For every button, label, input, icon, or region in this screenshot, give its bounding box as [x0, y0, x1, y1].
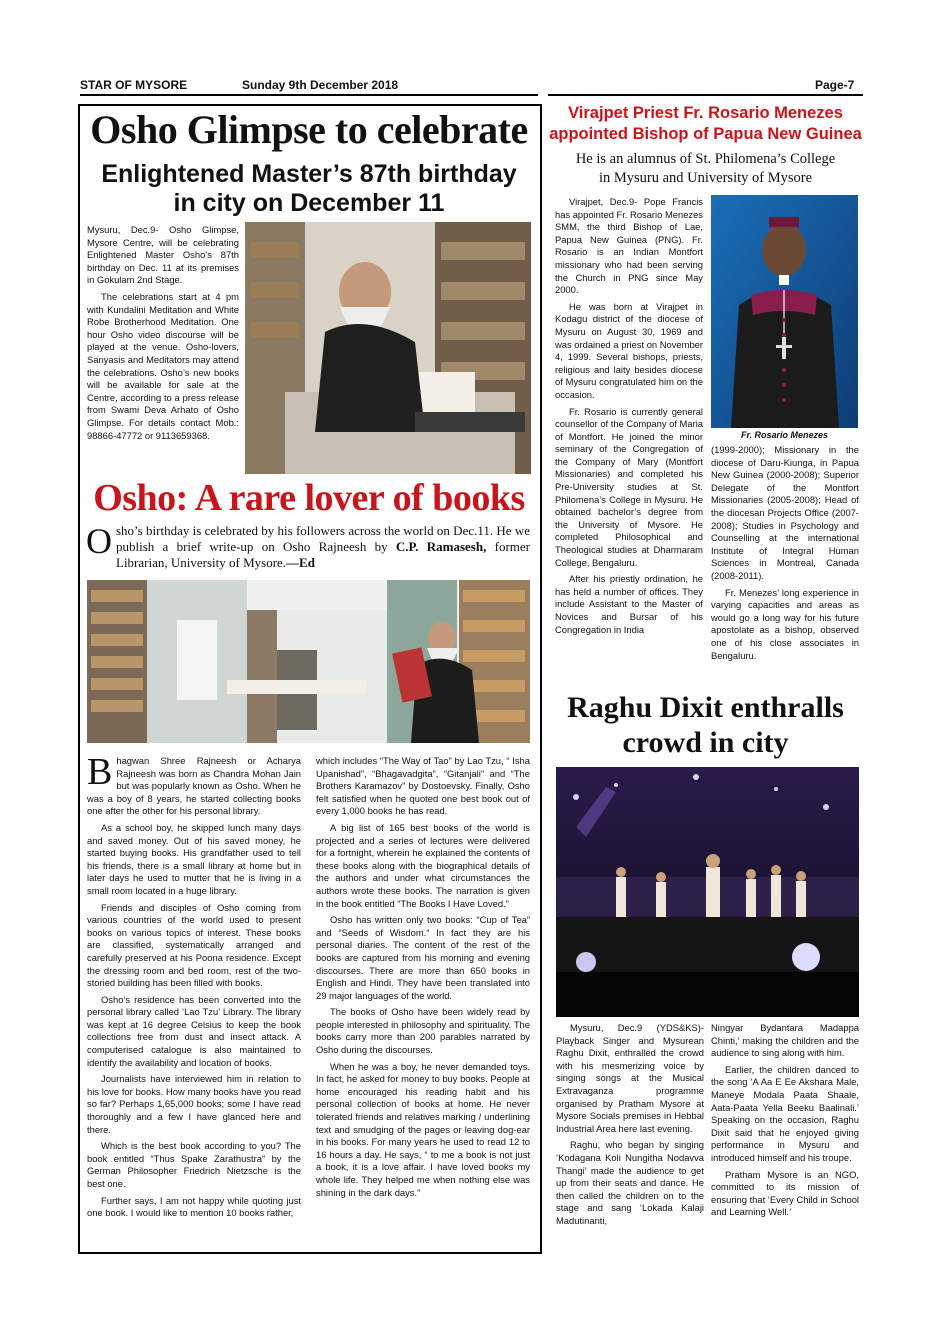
osho-books-intro [86, 523, 530, 571]
raghu-column-2 [711, 1022, 859, 1223]
osho-books-column-1 [87, 751, 301, 1224]
paragraph: Pratham Mysore is an NGO, committed to its mission of ensuring that ‘Every Child in School and Learning Well.’ [711, 1168, 859, 1218]
bishop-photo-caption: Fr. Rosario Menezes [740, 430, 829, 440]
concert-illustration [556, 767, 859, 1017]
masthead-rule [80, 94, 538, 96]
paragraph: The books of Osho have been widely read by people interested in philosophy and spirituality. The books carry more than 200 parables narrated by Osho during the discourses. [316, 1006, 530, 1056]
paragraph: Fr. Menezes’ long experience in varying capacities and areas as would go a long way for his future apostolate as a bishop, observed one of his close associates in Bengaluru. [711, 586, 859, 661]
paragraph: Mysuru, Dec.9- Osho Glimpse, Mysore Centre, will be celebrating Enlightened Master Osho’s 87th birthday on Dec. 11 at its premises in Gokulam 2nd Stage. [87, 224, 239, 286]
raghu-headline [548, 690, 863, 760]
paragraph: Virajpet, Dec.9- Pope Francis has appointed Fr. Rosario Menezes SMM, the third Bishop of Lae, Papua New Guinea (PNG). Fr. Rosario is an Indian Montfort missionary who had been serving the Church in PNG since May 2000. [555, 196, 703, 296]
paragraph: Raghu, who began by singing ‘Kodagana Koli Nungitha Nodavva Thangi’ made the audience to get up from their seats and dance. He then called the children on to the stage and sang ‘Lokada Kalaji Madutinanti, [556, 1139, 704, 1226]
paragraph: Fr. Rosario is currently general counsellor of the Company of Maria of Montfort. He joined the minor seminary of the Congregation of the Company of Mary (Montfort Missionaries) and completed his Pre-University studies at St. Philomena’s College in Mysuru. He obtained bachelor’s degree from the University of Mysore. He completed Philosophical and Theological studies at Dharmaram College, Bengaluru. [555, 405, 703, 568]
library-photo [87, 580, 530, 743]
bishop-column-1 [555, 196, 703, 640]
paragraph: Journalists have interviewed him in relation to his love for books. How many books have you read so far? Perhaps 1,65,000 books; some I have read thoroughly and a few I have glanced here and there. [87, 1073, 301, 1135]
osho-books-column-2 [316, 755, 530, 1203]
paragraph: A big list of 165 best books of the world is projected and a series of lectures were delivered for a fortnight, wherein he explained the contents of these books along with the biographical details of the authors and under what circumstances the authors wrote these books. The narration is given in the book entitled “The Books I Have Loved.” [316, 821, 530, 909]
intro-editor-mark: —Ed [286, 555, 315, 570]
paragraph: Friends and disciples of Osho coming from various countries of the world used to present books on various topics of interest. These books are classified, systematically arranged and carefully preserved at his Poona residence. Except the dressing room and bed room, rest of the two-storied building has been filled with books. [87, 901, 301, 989]
paragraph: Ningyar Bydantara Madappa Chinti,’ making the children and the audience to sing along with him. [711, 1022, 859, 1059]
osho-glimpse-headline: Osho Glimpse to celebrate [90, 107, 528, 152]
bishop-column-2 [711, 444, 859, 666]
paper-name: STAR OF MYSORE [80, 78, 188, 92]
intro-tail: former Librarian, University of Mysore. [116, 539, 530, 570]
paragraph: Osho’s residence has been converted into the personal library called ‘Lao Tzu’ Library. The library was kept at 16 degree Celsius to keep the book collections free from dust and insect attack. A computerised catalogue is also maintained to identify the availability and location of books. [87, 993, 301, 1068]
paragraph: As a school boy, he skipped lunch many days and saved money. Out of his saved money, he started buying books. His grandfather used to tell his friends, there is a small library at home but in later days he used to mutter that he is living in a small room located in a huge library. [87, 821, 301, 896]
osho-reading-illustration [245, 222, 531, 474]
bishop-deck [548, 150, 863, 188]
intro-author: C.P. Ramasesh, [395, 539, 487, 554]
paragraph: He was born at Virajpet in Kodagu district of the diocese of Mysuru on August 30, 1969 and was ordained a priest on November 4, 1999. Several bishops, priests, religious and laity besides diocese of Mysuru congratulated him on the occasion. [555, 300, 703, 400]
paragraph: Mysuru, Dec.9 (YDS&KS)- Playback Singer and Mysurean Raghu Dixit, enthralled the crowd with his mesmerizing voice by singing songs at the Musical Extravaganza programme organised by Pratham Mysore at Mysore Socials premises in Hebbal Industrial Area here last evening. [556, 1022, 704, 1134]
concert-photo [556, 767, 859, 1017]
paragraph: Further says, I am not happy while quoting just one book. I would like to mention 10 books rather, [87, 1194, 301, 1219]
masthead-rule-right [548, 94, 863, 96]
paragraph: After his priestly ordination, he has held a number of offices. They include Assistant to the Master of Novices and Bursar of his Congregation in India [555, 573, 703, 635]
bishop-portrait-photo [711, 195, 858, 428]
osho-books-headline: Osho: A rare lover of books [93, 477, 525, 519]
bishop-headline-line-1: Virajpet Priest Fr. Rosario Menezes [568, 104, 843, 122]
osho-glimpse-subhead [84, 160, 534, 218]
intro-drop-cap: O [86, 521, 112, 561]
paragraph: Which is the best book according to you? The book entitled “Thus Spake Zarathustra” by the German Philosopher Friedrich Nietzsche is the best one. [87, 1140, 301, 1189]
bishop-headline-line-2: appointed Bishop of Papua New Guinea [549, 125, 862, 143]
paragraph: The celebrations start at 4 pm with Kundalini Meditation and White Robe Brotherhood Meditation. One hour Osho video discourse will be played at the venue. Osho-lovers, Sanyasis and Meditators may attend the celebrations. Osho’s new books will be available for sale at the Centre, according to a press release from Swami Deva Arhato of Osho Glimpse. For details contact Mob.: 98866-47772 or 9113659368. [87, 290, 239, 441]
raghu-headline-line-1: Raghu Dixit enthralls [567, 691, 844, 724]
osho-glimpse-text [87, 224, 239, 446]
bishop-headline [548, 103, 863, 145]
paragraph: Osho has written only two books: “Cup of Tea” and “Seeds of Wisdom.” In fact they are his personal diaries. The content of the rest of the books are captured from his morning and evening discourses. There are more than 650 books in English and Hindi. They have been translated into 29 major languages of the world. [316, 914, 530, 1001]
paragraph: (1999-2000); Missionary in the diocese of Daru-Kiunga, in Papua New Guinea (2000-2008); Superior Delegate of the Montfort Missionaries (2005-2008); Head of the diocesan Projects Office (2007-2008); Studies in Psychology and Counselling at the international Institute of Integral Human Sciences in Montreal, Canada (2008-2011). [711, 444, 859, 581]
bishop-deck-line-2: in Mysuru and University of Mysore [598, 170, 813, 186]
subhead-line-2: in city on December 11 [173, 189, 445, 217]
bishop-deck-line-1: He is an alumnus of St. Philomena’s College [575, 151, 836, 167]
raghu-column-1 [556, 1022, 704, 1232]
library-illustration [87, 580, 530, 743]
page-number: Page-7 [815, 78, 855, 92]
osho-reading-photo [245, 222, 531, 474]
intro-text: sho’s birthday is celebrated by his followers across the world on Dec.11. He we publish a brief write-up on Osho Rajneesh by [116, 523, 530, 554]
bishop-illustration [711, 195, 858, 428]
issue-date: Sunday 9th December 2018 [242, 78, 399, 92]
raghu-headline-line-2: crowd in city [622, 726, 789, 759]
subhead-line-1: Enlightened Master’s 87th birthday [101, 160, 517, 188]
paragraph [87, 751, 301, 818]
paragraph-text: hagwan Shree Rajneesh or Acharya Rajneesh was born as Chandra Mohan Jain but was popularly known as Osho. When he was a boy of 8 years, he started collecting books one after the other for his personal library. [87, 755, 301, 817]
paragraph: which includes “The Way of Tao” by Lao Tzu, “ Isha Upanishad”, “Bhagavadgita”, “Gitanjali” and “The Brothers Karamazov” by Dostoevsky. Finally, Osho felt satisfied when he quoted one best book out of every 1,000 books he has read. [316, 755, 530, 817]
paragraph: When he was a boy, he never demanded toys. In fact, he asked for money to buy books. People at home encouraged his reading habit and his personal collection of books at home. He never tolerated friends and relatives marking / underlining text and smudging of the pages or leaving dog-ear in his books. For many years he used to read 12 to 16 hours a day. He says, “ to me a book is not just a book, it is a love affair. I have loved books my whole life. They helped me when nothing else was shining in the dark days.” [316, 1060, 530, 1198]
paragraph: Earlier, the children danced to the song ‘A Aa E Ee Akshara Male, Maneye Modala Paata Shaale, Aata-Paata Yella Beeku Baalinali.’ Speaking on the occasion, Raghu Dixit said that he enjoyed giving performance in Mysuru and introduced himself and his troupe. [711, 1063, 859, 1163]
body-drop-cap: B [87, 751, 113, 793]
